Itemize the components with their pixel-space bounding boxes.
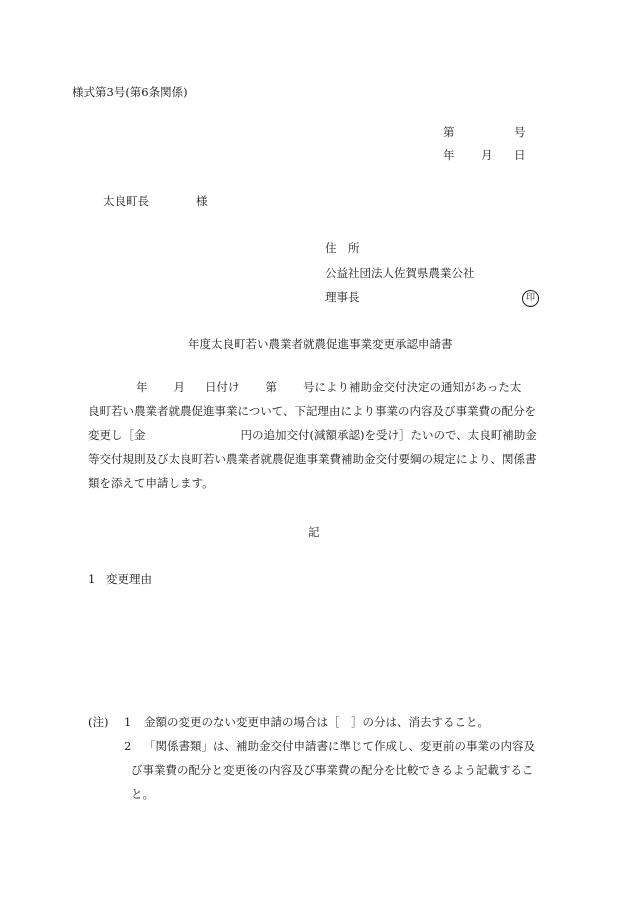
body-line-1 xyxy=(88,375,546,399)
body-line-3-rest: 円の追加交付(減額承認)を受け］たいので、太良町補助金 xyxy=(240,428,537,442)
addressee-honorific: 様 xyxy=(196,194,208,208)
seal-mark: 印 xyxy=(522,290,539,307)
document-title: 年度太良町若い農業者就農促進事業変更承認申請書 xyxy=(188,337,453,351)
applicant-organization: 公益社団法人佐賀県農業公社 xyxy=(325,266,475,280)
body-line-2: 良町若い農業者就農促進事業について、下記理由により事業の内容及び事業費の配分を xyxy=(88,404,537,418)
body-month: 月 xyxy=(173,380,185,394)
document-number-dai: 第 xyxy=(443,125,455,139)
section-1-label: 変更理由 xyxy=(106,572,152,586)
document-number-go: 号 xyxy=(514,125,526,139)
date-year: 年 xyxy=(443,148,455,162)
body-date-tsuke: 日付け xyxy=(205,380,240,394)
note-2-line-2: び事業費の配分と変更後の内容及び事業費の配分を比較できるよう記載するこ xyxy=(131,763,534,777)
ki-heading: 記 xyxy=(308,525,320,539)
body-line-5: 類を添えて申請します。 xyxy=(88,476,214,490)
form-number: 様式第3号(第6条関係) xyxy=(72,85,188,99)
applicant-title: 理事長 xyxy=(325,290,360,304)
note-1-text: 金額の変更のない変更申請の場合は［ ］の分は、消去すること。 xyxy=(144,715,489,729)
notes-label: (注) xyxy=(88,715,109,729)
note-2-number: 2 xyxy=(124,739,132,753)
body-paragraph xyxy=(88,375,546,495)
body-line-3 xyxy=(88,423,546,447)
body-line-4: 等交付規則及び太良町若い農業者就農促進事業費補助金交付要綱の規定により、関係書 xyxy=(88,452,537,466)
body-dai: 第 xyxy=(265,380,277,394)
section-1-number: 1 xyxy=(88,572,96,586)
body-line-1-rest: 号により補助金交付決定の通知があった太 xyxy=(303,380,522,394)
body-year: 年 xyxy=(136,380,148,394)
note-2-line-3: と。 xyxy=(131,787,154,801)
date-month: 月 xyxy=(481,148,493,162)
date-day: 日 xyxy=(514,148,526,162)
note-2-line-1: 「関係書類」は、補助金交付申請書に準じて作成し、変更前の事業の内容及 xyxy=(144,739,535,753)
addressee-name: 太良町長 xyxy=(103,194,149,208)
body-line-3-start: 変更し［金 xyxy=(88,428,146,442)
applicant-address-label: 住 所 xyxy=(325,241,360,255)
note-1-number: 1 xyxy=(124,715,132,729)
